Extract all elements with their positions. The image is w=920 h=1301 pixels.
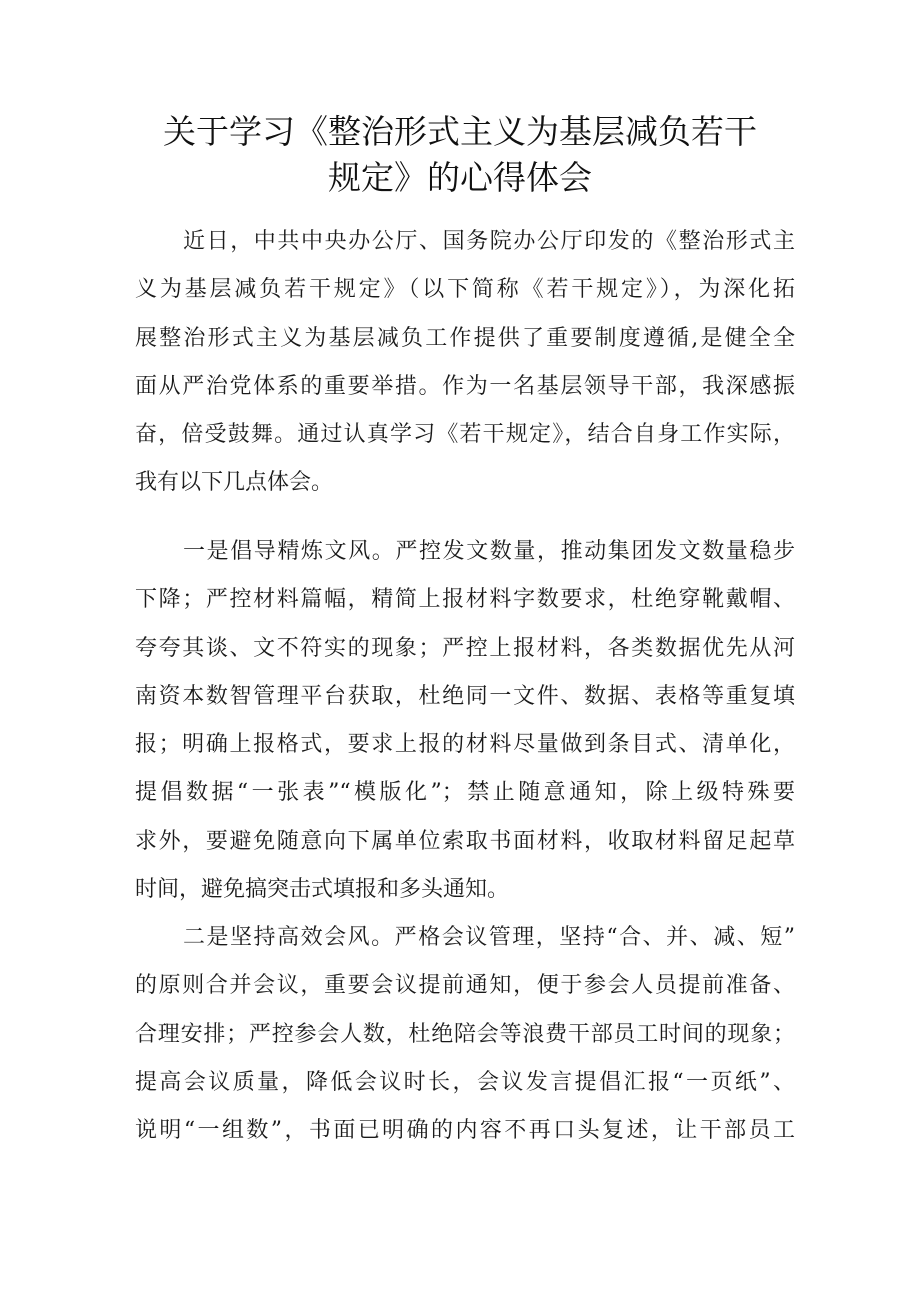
document-title-line-1: 关于学习《整治形式主义为基层减负若干 [163, 112, 757, 151]
paragraph-line: 说明“一组数”，书面已明确的内容不再口头复述，让干部员工 [135, 1118, 795, 1144]
paragraph-line: 奋，倍受鼓舞。通过认真学习《若干规定》，结合自身工作实际， [135, 422, 795, 448]
paragraph-intro [135, 218, 795, 508]
paragraph-line: 报；明确上报格式，要求上报的材料尽量做到条目式、清单化， [135, 732, 795, 758]
paragraph-line: 义为基层减负若干规定》（以下简称《若干规定》），为深化拓 [135, 277, 795, 303]
paragraph-line: 提高会议质量，降低会议时长，会议发言提倡汇报“一页纸”、 [135, 1069, 795, 1095]
paragraph-line: 展整治形式主义为基层减负工作提供了重要制度遵循,是健全全 [135, 325, 795, 351]
document-title-line-2: 规定》的心得体会 [328, 158, 592, 197]
paragraph-line: 提倡数据“一张表”“模版化”；禁止随意通知，除上级特殊要 [135, 780, 795, 806]
paragraph-line: 求外，要避免随意向下属单位索取书面材料，收取材料留足起草 [135, 828, 795, 854]
paragraph-line: 南资本数智管理平台获取，杜绝同一文件、数据、表格等重复填 [135, 683, 795, 709]
paragraph-line: 二是坚持高效会风。严格会议管理，坚持“合、并、减、短” [183, 925, 795, 950]
paragraph-line: 时间，避免搞突击式填报和多头通知。 [135, 877, 510, 903]
paragraph-meeting-style [135, 914, 795, 1155]
paragraph-line: 一是倡导精炼文风。严控发文数量，推动集团发文数量稳步 [183, 539, 795, 564]
paragraph-line: 夸夸其谈、文不符实的现象；严控上报材料，各类数据优先从河 [135, 635, 795, 661]
paragraph-line: 近日，中共中央办公厅、国务院办公厅印发的《整治形式主 [183, 229, 795, 254]
paragraph-line: 的原则合并会议，重要会议提前通知，便于参会人员提前准备、 [135, 973, 795, 999]
paragraph-line: 下降；严控材料篇幅，精简上报材料字数要求，杜绝穿靴戴帽、 [135, 587, 795, 613]
paragraph-line: 我有以下几点体会。 [135, 470, 334, 496]
paragraph-line: 面从严治党体系的重要举措。作为一名基层领导干部，我深感振 [135, 373, 795, 399]
paragraph-writing-style [135, 528, 795, 914]
paragraph-line: 合理安排；严控参会人数，杜绝陪会等浪费干部员工时间的现象； [135, 1021, 795, 1047]
